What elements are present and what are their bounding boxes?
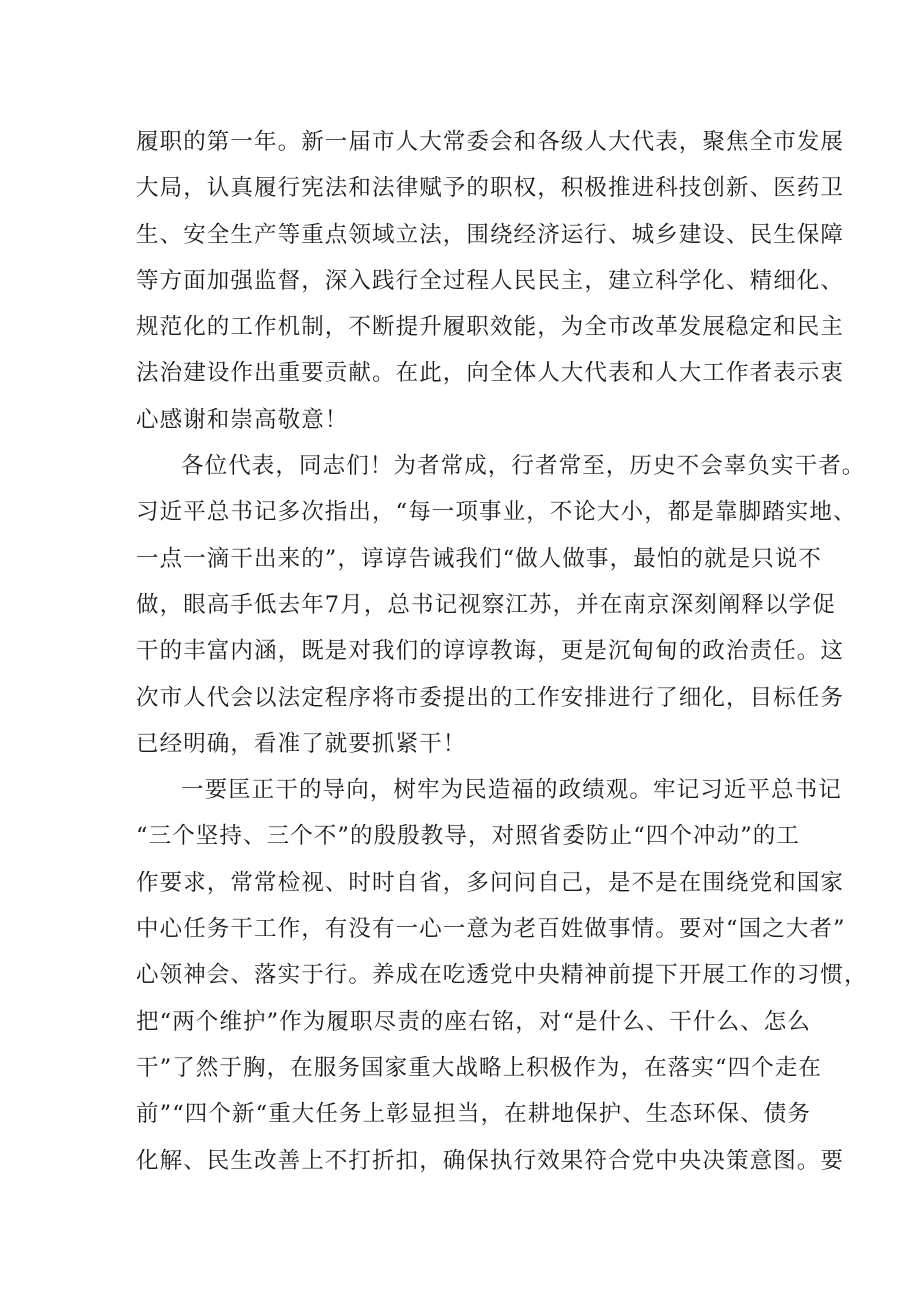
text-line: 中心任务干工作，有没有一心一意为老百姓做事情。要对“国之大者” — [136, 916, 846, 943]
text-line: 生、安全生产等重点领域立法，围绕经济运行、城乡建设、民生保障 — [136, 221, 845, 248]
text-line: 法治建设作出重要贡献。在此，向全体人大代表和人大工作者表示衷 — [136, 360, 845, 387]
text-line: 次市人代会以法定程序将市委提出的工作安排进行了细化，目标任务 — [136, 684, 845, 711]
text-line: 前”“四个新“重大任务上彰显担当，在耕地保护、生态环保、债务 — [136, 1101, 812, 1128]
text-line: 履职的第一年。新一届市人大常委会和各级人大代表，聚焦全市发展 — [136, 129, 845, 155]
text-line: 一点一滴干出来的”，谆谆告诫我们“做人做事，最怕的就是只说不 — [136, 545, 823, 572]
text-line: 干的丰富内涵，既是对我们的谆谆教诲，更是沉甸甸的政治责任。这 — [136, 638, 845, 665]
paragraph — [136, 767, 868, 1184]
text-line: 作要求，常常检视、时时自省，多问问自己，是不是在围绕党和国家 — [136, 869, 845, 896]
text-line: 心感谢和崇高敬意！ — [136, 406, 349, 433]
paragraph — [136, 119, 845, 443]
text-line: 大局，认真履行宪法和法律赋予的职权，积极推进科技创新、医药卫 — [136, 175, 845, 202]
text-line: 一要匡正干的导向，树牢为民造福的政绩观。牢记习近平总书记 — [181, 777, 842, 804]
paragraph — [136, 443, 866, 767]
text-line: 化解、民生改善上不打折扣，确保执行效果符合党中央决策意图。要 — [136, 1147, 845, 1174]
text-line: 做，眼高手低去年7月，总书记视察江苏，并在南京深刻阐释以学促 — [136, 591, 836, 618]
text-line: 各位代表，同志们！为者常成，行者常至，历史不会辜负实干者。 — [181, 453, 866, 480]
text-line: 等方面加强监督，深入践行全过程人民民主，建立科学化、精细化、 — [136, 267, 845, 294]
text-line: “三个坚持、三个不”的殷殷教导，对照省委防止“四个冲动”的工 — [136, 823, 801, 850]
text-line: 已经明确，看准了就要抓紧干！ — [136, 730, 467, 757]
text-line: 把“两个维护”作为履职尽责的座右铭，对“是什么、干什么、怎么 — [136, 1008, 812, 1035]
text-line: 习近平总书记多次指出，“每一项事业，不论大小，都是靠脚踏实地、 — [136, 499, 857, 526]
text-line: 干”了然于胸，在服务国家重大战略上积极作为，在落实“四个走在 — [136, 1054, 823, 1081]
text-line: 心领神会、落实于行。养成在吃透党中央精神前提下开展工作的习惯， — [136, 962, 868, 989]
text-line: 规范化的工作机制，不断提升履职效能，为全市改革发展稳定和民主 — [136, 314, 845, 341]
document-body — [136, 119, 868, 1184]
